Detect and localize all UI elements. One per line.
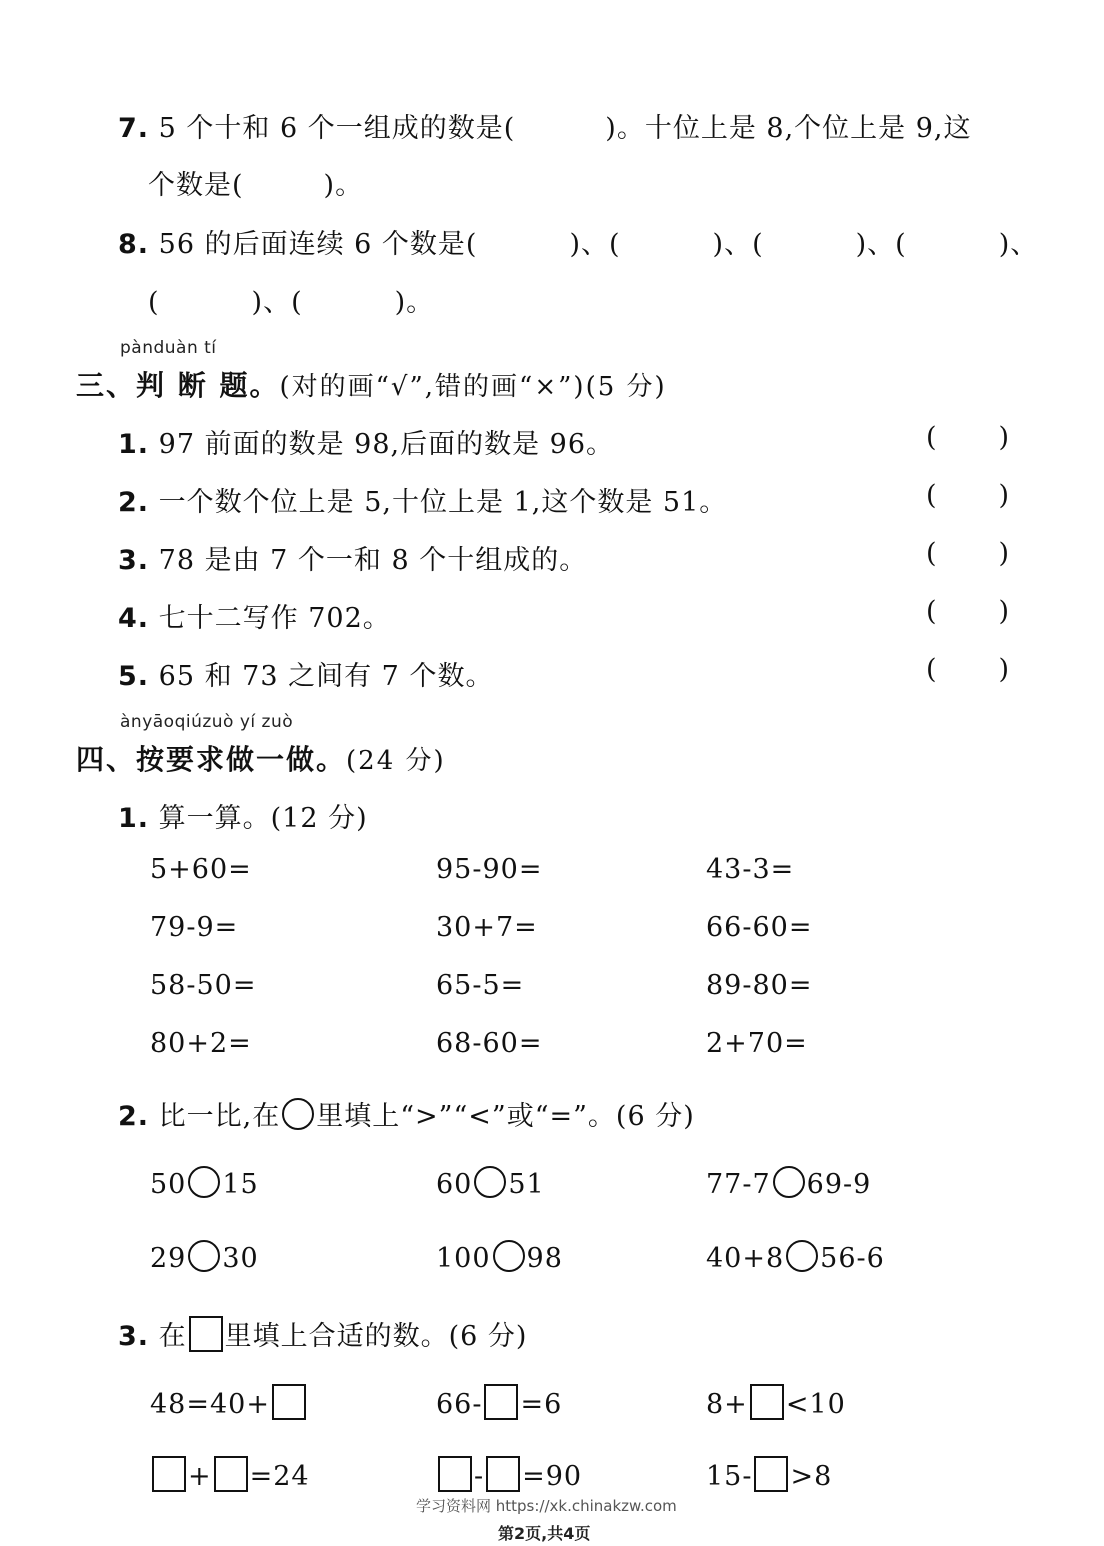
paren-close: ) <box>998 654 1010 685</box>
paren-open: ( <box>926 422 937 453</box>
fill-box-input[interactable] <box>750 1384 784 1420</box>
blank-separator: )、( <box>569 229 621 260</box>
compare-right: 56-6 <box>820 1243 885 1274</box>
compare-left: 40+8 <box>706 1243 785 1274</box>
fill-text: >8 <box>790 1461 833 1492</box>
fill-text: + <box>188 1461 212 1492</box>
calc-item: 79-9= <box>150 912 239 943</box>
answer-parentheses[interactable] <box>926 480 1009 511</box>
question-number: 2. <box>118 1101 150 1132</box>
compare-left: 50 <box>150 1169 187 1200</box>
compare-item <box>150 1166 259 1200</box>
section-4-pinyin: ànyāoqiúzuò yí zuò <box>120 712 294 732</box>
blank-separator: )、 <box>998 229 1039 260</box>
fill-box-input[interactable] <box>486 1456 520 1492</box>
compare-circle-input[interactable] <box>474 1166 506 1198</box>
question-text: 里填上合适的数。(6 分) <box>224 1321 528 1352</box>
judge-item-3 <box>118 538 587 577</box>
question-number: 4. <box>118 603 150 634</box>
section-note: (对的画“√”,错的画“×”)(5 分) <box>279 372 667 402</box>
paren-open: ( <box>926 538 937 569</box>
fill-item <box>436 1384 562 1420</box>
compare-circle-input[interactable] <box>786 1240 818 1272</box>
question-text: 5 个十和 6 个一组成的数是( <box>158 113 516 144</box>
fill-text: 66- <box>436 1389 483 1420</box>
question-number: 3. <box>118 545 150 576</box>
fill-box-input[interactable] <box>214 1456 248 1492</box>
blank-separator: )、( <box>251 287 303 318</box>
compare-circle-input[interactable] <box>773 1166 805 1198</box>
fill-text: - <box>474 1461 485 1492</box>
question-text: 七十二写作 702。 <box>158 603 391 634</box>
fill-item <box>150 1456 310 1492</box>
question-text: 65 和 73 之间有 7 个数。 <box>158 661 494 692</box>
question-text: 里填上“>”“<”或“=”。(6 分) <box>316 1101 695 1132</box>
question-8 <box>118 222 1038 261</box>
question-number: 3. <box>118 1321 150 1352</box>
section-3-heading <box>76 364 667 404</box>
paren-close: ) <box>998 422 1010 453</box>
compare-right: 98 <box>526 1243 563 1274</box>
compare-left: 100 <box>436 1243 491 1274</box>
fill-text: 8+ <box>706 1389 748 1420</box>
question-text: )。十位上是 8,个位上是 9,这 <box>605 113 972 144</box>
compare-right: 69-9 <box>806 1169 872 1200</box>
fill-text: =24 <box>249 1461 310 1492</box>
question-7-line2 <box>148 163 363 202</box>
question-number: 2. <box>118 487 150 518</box>
question-number: 5. <box>118 661 150 692</box>
compare-left: 60 <box>436 1169 473 1200</box>
compare-circle-input[interactable] <box>493 1240 525 1272</box>
fill-box-input[interactable] <box>152 1456 186 1492</box>
judge-item-2 <box>118 480 727 519</box>
calc-item: 89-80= <box>706 970 813 1001</box>
part-3-title <box>118 1314 527 1353</box>
fill-box-input[interactable] <box>438 1456 472 1492</box>
question-text: 56 的后面连续 6 个数是( <box>158 229 478 260</box>
paren-open: ( <box>926 596 937 627</box>
fill-item <box>436 1456 582 1492</box>
paren-open: ( <box>926 480 937 511</box>
compare-left: 29 <box>150 1243 187 1274</box>
watermark-url: 学习资料网 https://xk.chinakzw.com <box>416 1497 677 1515</box>
answer-parentheses[interactable] <box>926 654 1009 685</box>
compare-circle-input[interactable] <box>188 1166 220 1198</box>
question-text: )。 <box>323 170 364 201</box>
blank-separator: )、( <box>712 229 764 260</box>
fill-item <box>706 1384 846 1420</box>
part-1-title <box>118 796 368 835</box>
part-2-title <box>118 1094 695 1133</box>
section-title: 三、判 断 题。 <box>76 369 280 402</box>
calc-item: 30+7= <box>436 912 538 943</box>
section-title: 四、按要求做一做。 <box>76 743 347 776</box>
fill-box-input[interactable] <box>272 1384 306 1420</box>
calc-item: 68-60= <box>436 1028 543 1059</box>
question-text: 97 前面的数是 98,后面的数是 96。 <box>158 429 615 460</box>
answer-parentheses[interactable] <box>926 422 1009 453</box>
answer-parentheses[interactable] <box>926 538 1009 569</box>
question-text: 一个数个位上是 5,十位上是 1,这个数是 51。 <box>158 487 728 518</box>
calc-item: 80+2= <box>150 1028 252 1059</box>
compare-item <box>436 1166 545 1200</box>
section-3-pinyin: pànduàn tí <box>120 338 217 358</box>
calc-item: 5+60= <box>150 854 252 885</box>
fill-text: 15- <box>706 1461 753 1492</box>
judge-item-1 <box>118 422 614 461</box>
calc-item: 95-90= <box>436 854 543 885</box>
fill-text: 48=40+ <box>150 1389 270 1420</box>
question-number: 7. <box>118 113 150 144</box>
answer-parentheses[interactable] <box>926 596 1009 627</box>
question-text: 个数是( <box>148 170 244 201</box>
paren-close: ) <box>998 538 1010 569</box>
question-7 <box>118 106 972 145</box>
section-score: (24 分) <box>346 746 446 776</box>
question-text: 比一比,在 <box>158 1101 281 1132</box>
judge-item-5 <box>118 654 493 693</box>
calc-item: 2+70= <box>706 1028 808 1059</box>
square-icon <box>189 1316 223 1352</box>
compare-item <box>706 1166 871 1200</box>
paren-close: ) <box>998 480 1010 511</box>
compare-item <box>150 1240 259 1274</box>
question-text: 78 是由 7 个一和 8 个十组成的。 <box>158 545 588 576</box>
calc-item: 66-60= <box>706 912 813 943</box>
question-text: 在 <box>158 1321 187 1352</box>
question-number: 8. <box>118 229 150 260</box>
blank-separator: )。 <box>394 287 435 318</box>
fill-box-input[interactable] <box>484 1384 518 1420</box>
paren-close: ) <box>998 596 1010 627</box>
compare-item <box>436 1240 563 1274</box>
fill-item <box>706 1456 832 1492</box>
paren-open: ( <box>926 654 937 685</box>
judge-item-4 <box>118 596 391 635</box>
fill-text: <10 <box>785 1389 846 1420</box>
compare-right: 30 <box>222 1243 259 1274</box>
compare-right: 51 <box>508 1169 545 1200</box>
calc-item: 58-50= <box>150 970 257 1001</box>
fill-text: =6 <box>520 1389 563 1420</box>
page-number: 第2页,共4页 <box>498 1524 591 1543</box>
section-4-heading <box>76 738 446 778</box>
blank-separator: ( <box>148 287 160 318</box>
question-text: 算一算。(12 分) <box>158 803 368 834</box>
fill-box-input[interactable] <box>754 1456 788 1492</box>
compare-left: 77-7 <box>706 1169 771 1200</box>
compare-circle-input[interactable] <box>188 1240 220 1272</box>
question-8-line2 <box>148 280 434 319</box>
fill-text: =90 <box>522 1461 583 1492</box>
fill-item <box>150 1384 308 1420</box>
calc-item: 43-3= <box>706 854 795 885</box>
question-number: 1. <box>118 803 150 834</box>
compare-item <box>706 1240 885 1274</box>
question-number: 1. <box>118 429 150 460</box>
calc-item: 65-5= <box>436 970 525 1001</box>
compare-right: 15 <box>222 1169 259 1200</box>
circle-icon <box>282 1098 314 1130</box>
blank-separator: )、( <box>855 229 907 260</box>
